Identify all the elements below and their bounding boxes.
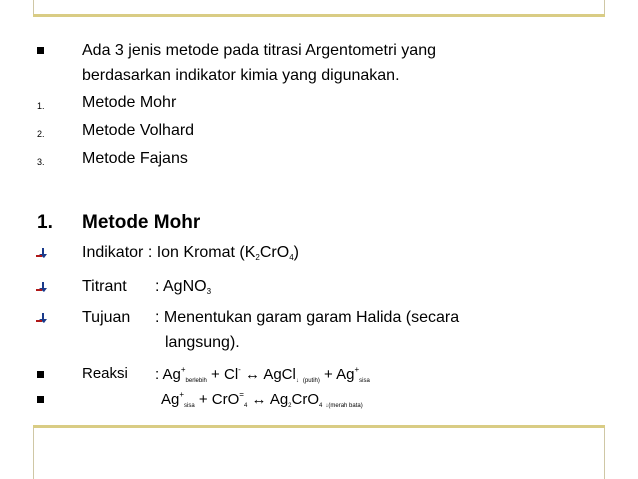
section-title: Metode Mohr xyxy=(82,212,201,233)
reaksi2-ag: Ag xyxy=(161,391,180,408)
square-bullet-icon xyxy=(37,47,44,54)
titrant-value-text: : AgNO xyxy=(155,278,207,295)
reaksi2-sup1: + xyxy=(179,390,185,399)
reaksi1-sisa: sisa xyxy=(359,378,370,384)
indikator-line xyxy=(82,244,299,262)
reaksi2-sub4b: 4 xyxy=(319,403,323,409)
method-1-number: 1. xyxy=(37,101,45,111)
reaksi1-arrow-agcl: ↔ AgCl xyxy=(240,366,296,383)
reaksi-equation-2 xyxy=(161,390,363,409)
intro-line-2: berdasarkan indikator kimia yang digunakan. xyxy=(82,67,400,84)
reaksi1-cl: + Cl xyxy=(206,366,239,383)
arrow-bullet-icon xyxy=(36,313,48,323)
reaksi2-cro: + CrO xyxy=(194,391,240,408)
method-3-number: 3. xyxy=(37,157,45,167)
indikator-k-sub: 2 xyxy=(255,253,260,262)
reaksi1-sup3: + xyxy=(354,365,360,374)
top-left-tick xyxy=(33,0,34,14)
method-2-label: Metode Volhard xyxy=(82,122,195,139)
reaksi1-precip: ↓ xyxy=(295,378,299,384)
bottom-rule xyxy=(33,425,605,428)
top-rule xyxy=(33,14,605,17)
square-bullet-icon xyxy=(37,396,44,403)
titrant-value xyxy=(155,278,211,296)
reaksi2-merah-bata: ↓(merah bata) xyxy=(325,403,363,409)
section-number: 1. xyxy=(37,212,53,233)
reaksi1-ag: : Ag xyxy=(155,366,181,383)
intro-line-1: Ada 3 jenis metode pada titrasi Argentometri yang xyxy=(82,42,436,59)
indikator-label: Indikator : Ion Kromat (K xyxy=(82,244,256,261)
reaksi-label: Reaksi xyxy=(82,365,128,382)
tujuan-label: Tujuan xyxy=(82,309,131,326)
arrow-bullet-icon xyxy=(36,248,48,258)
tujuan-continuation: langsung). xyxy=(165,334,240,351)
reaksi2-sub2: 2 xyxy=(288,403,292,409)
method-2-number: 2. xyxy=(37,129,45,139)
method-1-label: Metode Mohr xyxy=(82,94,177,111)
titrant-sub: 3 xyxy=(206,287,212,296)
reaksi1-ag2: + Ag xyxy=(319,366,355,383)
reaksi2-sisa: sisa xyxy=(184,403,195,409)
tujuan-value: : Menentukan garam garam Halida (secara xyxy=(155,309,460,326)
reaksi2-sub4: 4 xyxy=(243,403,248,409)
arrow-bullet-icon xyxy=(36,282,48,292)
reaksi1-sup2: - xyxy=(238,365,241,374)
top-right-tick xyxy=(604,0,605,14)
reaksi-equation-1 xyxy=(155,365,370,384)
indikator-cro: CrO xyxy=(259,244,290,261)
reaksi1-putih: (putih) xyxy=(302,378,320,384)
method-3-label: Metode Fajans xyxy=(82,150,188,167)
reaksi1-sub-berlebih: berlebih xyxy=(185,378,207,384)
square-bullet-icon xyxy=(37,371,44,378)
reaksi2-sup2: = xyxy=(239,390,244,399)
titrant-label: Titrant xyxy=(82,278,127,295)
indikator-o-sub: 4 xyxy=(289,253,294,262)
bottom-right-tick xyxy=(604,428,605,479)
bottom-left-tick xyxy=(33,428,34,479)
reaksi2-cro2: CrO xyxy=(291,391,320,408)
indikator-close: ) xyxy=(293,244,299,261)
reaksi2-arrow-ag: ↔ Ag xyxy=(247,391,289,408)
reaksi1-sup1: + xyxy=(180,365,186,374)
